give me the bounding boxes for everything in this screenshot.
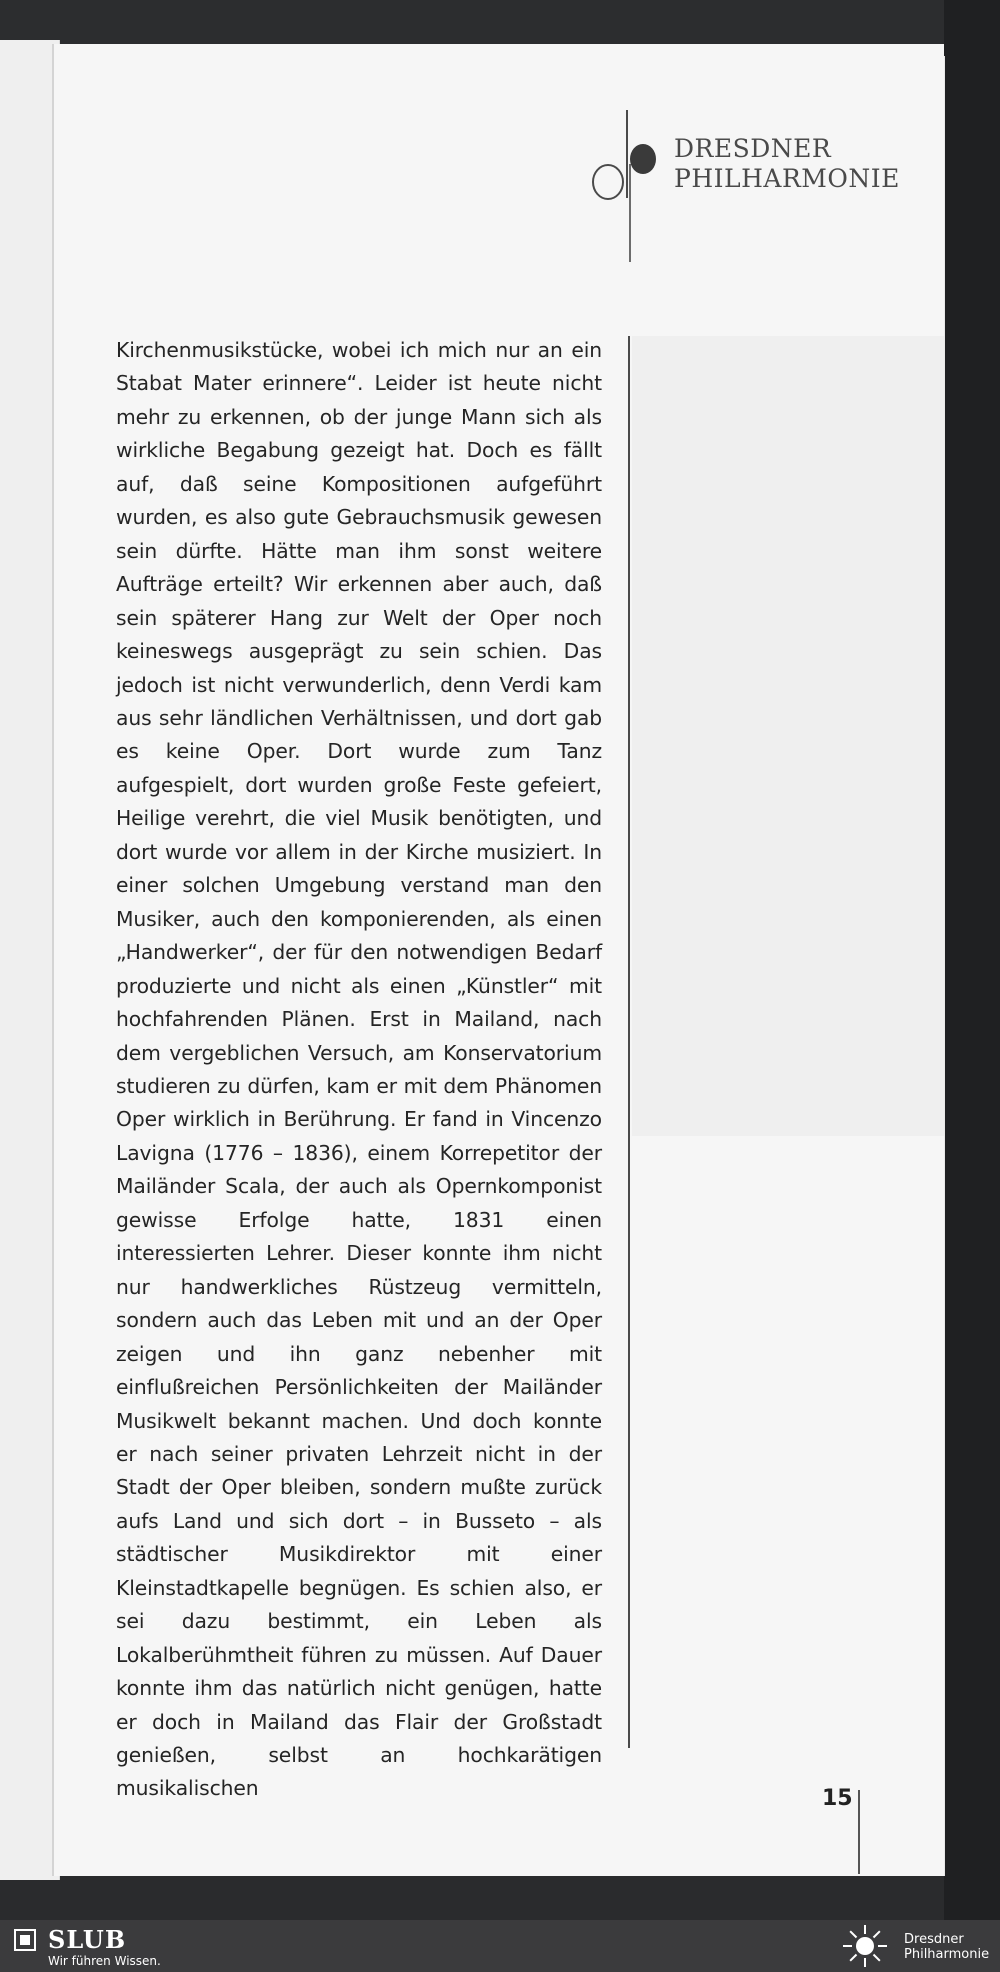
facing-page-edge [0, 40, 60, 1880]
brand-line-1: DRESDNER [674, 134, 832, 163]
brand-wordmark [674, 134, 900, 194]
brand-line-2: PHILHARMONIE [674, 164, 900, 193]
partner-name-line-1: Dresdner [904, 1932, 964, 1947]
column-divider [628, 336, 630, 1748]
library-tagline: Wir führen Wissen. [48, 1954, 161, 1968]
scanner-background-top [0, 0, 1000, 44]
library-name: SLUB [48, 1925, 127, 1954]
scanner-background-right [944, 0, 1000, 1920]
partner-name [904, 1932, 989, 1962]
faded-photo-area [632, 336, 944, 1136]
philharmonie-sunburst-icon [840, 1924, 890, 1968]
body-text-column [116, 334, 602, 1806]
body-paragraph: Kirchenmusikstücke, wobei ich mich nur an ein Stabat Mater erinnere“. Leider ist heute nicht mehr zu erkennen, ob der junge Mann sich als wirkliche Begabung gezeigt hat. Doch es fällt auf, daß seine Kompositionen aufgeführt wurden, es also gute Gebrauchsmusik gewesen sein dürfte. Hätte man ihm sonst weitere Aufträge erteilt? Wir erkennen aber auch, daß sein späterer Hang zur Welt der Oper noch keineswegs ausgeprägt zu sein schien. Das jedoch ist nicht verwunderlich, denn Verdi kam aus sehr ländlichen Verhältnissen, und dort gab es keine Oper. Dort wurde zum Tanz aufgespielt, dort wurden große Feste gefeiert, Heilige verehrt, die viel Musik benötigten, und dort wurde vor allem in der Kirche musiziert. In einer solchen Umgebung verstand man den Musiker, auch den komponierenden, als einen „Handwerker“, der für den notwendigen Bedarf produzierte und nicht als einen „Künstler“ mit hochfahrenden Plänen. Erst in Mailand, nach dem vergeblichen Versuch, am Konservatorium studieren zu dürfen, kam er mit dem Phänomen Oper wirklich in Berührung. Er fand in Vincenzo Lavigna (1776 – 1836), einem Korrepetitor der Mailänder Scala, der auch als Opernkomponist gewisse Erfolge hatte, 1831 einen interessierten Lehrer. Dieser konnte ihm nicht nur handwerkliches Rüstzeug vermitteln, sondern auch das Leben mit und an der Oper zeigen und ihn ganz nebenher mit einflußreichen Persönlichkeiten der Mailänder Musikwelt bekannt machen. Und doch konnte er nach seiner privaten Lehrzeit nicht in der Stadt der Oper bleiben, sondern mußte zurück aufs Land und sich dort – in Busseto – als städtischer Musikdirektor mit einer Kleinstadtkapelle begnügen. Es schien also, er sei dazu bestimmt, ein Leben als Lokalberühmtheit führen zu müssen. Auf Dauer konnte ihm das natürlich nicht genügen, hatte er doch in Mailand das Flair der Großstadt genießen, selbst an hochkarätigen musikalischen [116, 338, 602, 1801]
viewer-footer-bar [0, 1920, 1000, 1972]
slub-logo-icon [14, 1929, 36, 1951]
page-number-rule [858, 1790, 860, 1874]
partner-name-line-2: Philharmonie [904, 1947, 990, 1962]
page-number: 15 [822, 1786, 853, 1811]
